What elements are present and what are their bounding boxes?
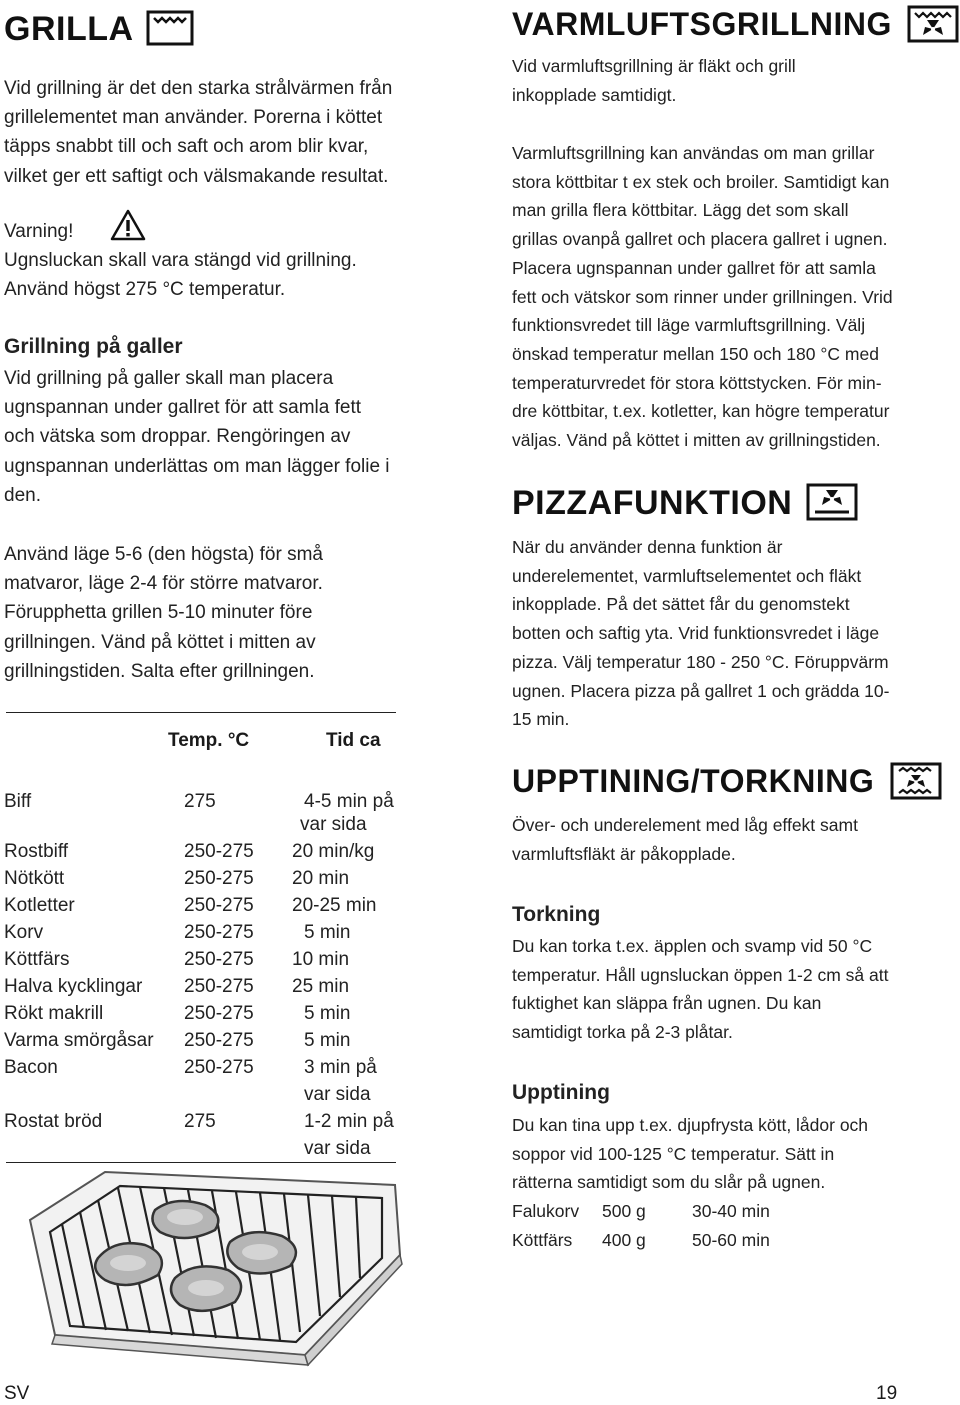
thaw-table: [512, 1197, 952, 1255]
time-cell-cont: var sida: [304, 1138, 371, 1159]
text-line: inkopplade samtidigt.: [512, 84, 677, 105]
text-line: ugnspannan underlättas om man lägger folie i: [4, 455, 390, 477]
temp-cell: 250-275: [184, 1057, 254, 1078]
food-cell: Köttfärs: [4, 949, 70, 970]
text-line: vilket ger ett saftigt och välsmakande resultat.: [4, 165, 389, 187]
text-line: täpps snabbt till och saft och arom blir kvar,: [4, 136, 369, 158]
text-line: temperatur. Håll ugnsluckan öppen 1-2 cm så att: [512, 964, 889, 985]
warning-block: [4, 217, 444, 304]
time-cell: 20 min: [292, 868, 350, 889]
varmluftsgrillning-heading: [512, 8, 959, 43]
text-line: inkopplade. På det sättet får du genomstekt: [512, 594, 850, 615]
pizzafunktion-title: PIZZAFUNKTION: [512, 484, 793, 522]
text-line: man grilla flera köttbitar. Lägg det som skall: [512, 200, 849, 221]
food-cell: Biff: [4, 791, 32, 812]
time-cell: 4-5 min på: [304, 791, 394, 812]
text-line: Ugnsluckan skall vara stängd vid grillning.: [4, 250, 357, 271]
varmluftsgrillning-title: VARMLUFTSGRILLNING: [512, 6, 892, 42]
time-cell: 20-25 min: [292, 895, 377, 916]
footer-language: SV: [4, 1383, 30, 1404]
text-line: Du kan tina upp t.ex. djupfrysta kött, lådor och: [512, 1115, 869, 1135]
food-cell: Rökt makrill: [4, 1003, 104, 1024]
text-line: funktionsvredet till läge varmluftsgrillning. Välj: [512, 315, 866, 336]
table-header-temp: Temp. °C: [168, 730, 250, 751]
text-line: väljas. Vänd på köttet i mitten av grillningstiden.: [512, 430, 881, 451]
text-line: Använd läge 5-6 (den högsta) för små: [4, 544, 323, 565]
weight-cell: 500 g: [602, 1201, 646, 1221]
text-line: samtidigt torka på 2-3 plåtar.: [512, 1022, 733, 1043]
table-row: [512, 1226, 952, 1255]
temp-cell: 275: [184, 1111, 216, 1132]
text-line: Använd högst 275 °C temperatur.: [4, 279, 286, 301]
time-cell: 3 min på: [304, 1057, 377, 1078]
weight-cell: 400 g: [602, 1230, 646, 1250]
temp-cell: 250-275: [184, 949, 254, 970]
upptining-heading: [512, 765, 942, 800]
text-line: temperaturvredet för stora köttstycken. För min-: [512, 372, 882, 393]
varmluft-p1: [512, 52, 952, 109]
upptining-p4: [512, 811, 952, 868]
food-cell: Falukorv: [512, 1201, 580, 1221]
time-cell: 1-2 min på: [304, 1111, 394, 1132]
text-line: Varmluftsgrillning kan användas om man grillar: [512, 143, 875, 163]
text-line: matvaror, läge 2-4 för större matvaror.: [4, 573, 323, 595]
pizza-function-icon: [806, 483, 858, 521]
temp-cell: 250-275: [184, 868, 254, 889]
text-line: Vid varmluftsgrillning är fläkt och grill: [512, 56, 796, 76]
temp-cell: 250-275: [184, 841, 254, 862]
time-cell: 50-60 min: [692, 1230, 770, 1250]
text-line: Vid grillning på galler skall man placera: [4, 368, 334, 389]
galler-heading: Grillning på galler: [4, 335, 183, 358]
temp-cell: 275: [184, 791, 216, 812]
pizza-text: [512, 533, 952, 734]
time-cell: 5 min: [304, 922, 351, 943]
time-cell: 30-40 min: [692, 1201, 770, 1221]
page-number: 19: [876, 1383, 898, 1404]
defrost-dry-icon: [890, 762, 942, 800]
grill-pan-illustration: [10, 1160, 410, 1370]
upptining-subheading: Upptining: [512, 1081, 610, 1104]
grilla-intro: [4, 74, 444, 191]
food-cell: Kotletter: [4, 895, 75, 916]
text-line: varmluftsfläkt är påkopplade.: [512, 843, 736, 864]
temp-cell: 250-275: [184, 976, 254, 997]
torkning-text: [512, 932, 952, 1047]
text-line: underelementet, varmluftselementet och fläkt: [512, 565, 862, 586]
text-line: dre köttbitar, t.ex. kotletter, kan högre temperatur: [512, 401, 890, 422]
pizzafunktion-heading: [512, 486, 858, 521]
temp-cell: 250-275: [184, 1003, 254, 1024]
warning-title-row: [4, 217, 444, 246]
text-line: fett och vätskor som rinner under grillningen. Vrid: [512, 286, 893, 307]
text-line: rätterna samtidigt som du slår på ugnen.: [512, 1172, 826, 1193]
temp-cell: 250-275: [184, 1030, 254, 1051]
grilla-title: GRILLA: [4, 10, 133, 48]
food-cell: Köttfärs: [512, 1230, 573, 1250]
table-row: [512, 1197, 952, 1226]
text-line: Över- och underelement med låg effekt samt: [512, 815, 858, 835]
text-line: önskad temperatur mellan 150 och 180 °C med: [512, 343, 879, 364]
time-cell-cont: var sida: [300, 814, 367, 835]
temp-cell: 250-275: [184, 922, 254, 943]
fan-grill-icon: [907, 5, 959, 43]
food-cell: Rostat bröd: [4, 1111, 103, 1132]
food-cell: Rostbiff: [4, 841, 69, 862]
time-cell: 5 min: [304, 1003, 351, 1024]
time-cell: 5 min: [304, 1030, 351, 1051]
text-line: Förupphetta grillen 5-10 minuter före: [4, 602, 313, 624]
food-cell: Nötkött: [4, 868, 65, 889]
text-line: grillas ovanpå gallret och placera gallret i ugnen.: [512, 229, 888, 250]
time-cell: 25 min: [292, 976, 350, 997]
food-cell: Halva kycklingar: [4, 976, 143, 997]
text-line: stora köttbitar t ex stek och broiler. Samtidigt kan: [512, 171, 890, 192]
table-header-time: Tid ca: [326, 730, 381, 751]
text-line: och vätska som droppar. Rengöringen av: [4, 426, 351, 448]
varmluft-p2: [512, 139, 952, 455]
galler-text: [4, 364, 444, 510]
table-top-rule: [6, 712, 396, 713]
tips-text: [4, 540, 444, 686]
text-line: den.: [4, 484, 41, 506]
grill-icon: [146, 10, 194, 46]
food-cell: Korv: [4, 922, 44, 943]
time-cell: 20 min/kg: [292, 841, 375, 862]
text-line: ugnen. Placera pizza på gallret 1 och grädda 10-: [512, 680, 890, 701]
text-line: fuktighet kan släppa från ugnen. Du kan: [512, 993, 822, 1014]
grilla-heading: [4, 12, 194, 46]
text-line: 15 min.: [512, 709, 570, 730]
torkning-heading: Torkning: [512, 903, 601, 926]
temp-cell: 250-275: [184, 895, 254, 916]
text-line: grillelementet man använder. Porerna i köttet: [4, 107, 383, 129]
time-cell: 10 min: [292, 949, 350, 970]
text-line: pizza. Välj temperatur 180 - 250 °C. Föruppvärm: [512, 651, 889, 672]
food-cell: Bacon: [4, 1057, 58, 1078]
time-cell-cont: var sida: [304, 1084, 371, 1105]
text-line: När du använder denna funktion är: [512, 537, 783, 557]
warning-triangle-icon: [110, 209, 146, 241]
warning-title: Varning!: [4, 221, 74, 242]
text-line: ugnspannan under gallret för att samla fett: [4, 397, 362, 419]
upptining-title: UPPTINING/TORKNING: [512, 763, 875, 799]
upptining-text: [512, 1111, 952, 1197]
text-line: soppor vid 100-125 °C temperatur. Sätt in: [512, 1143, 835, 1164]
text-line: grillningstiden. Salta efter grillningen.: [4, 660, 315, 682]
food-cell: Varma smörgåsar: [4, 1030, 154, 1051]
text-line: grillningen. Vänd på köttet i mitten av: [4, 631, 316, 653]
text-line: botten och saftig yta. Vrid funktionsvredet i läge: [512, 623, 880, 644]
text-line: Vid grillning är det den starka strålvärmen från: [4, 78, 393, 99]
text-line: Du kan torka t.ex. äpplen och svamp vid 50 °C: [512, 936, 873, 956]
text-line: Placera ugnspannan under gallret för att samla: [512, 257, 876, 278]
